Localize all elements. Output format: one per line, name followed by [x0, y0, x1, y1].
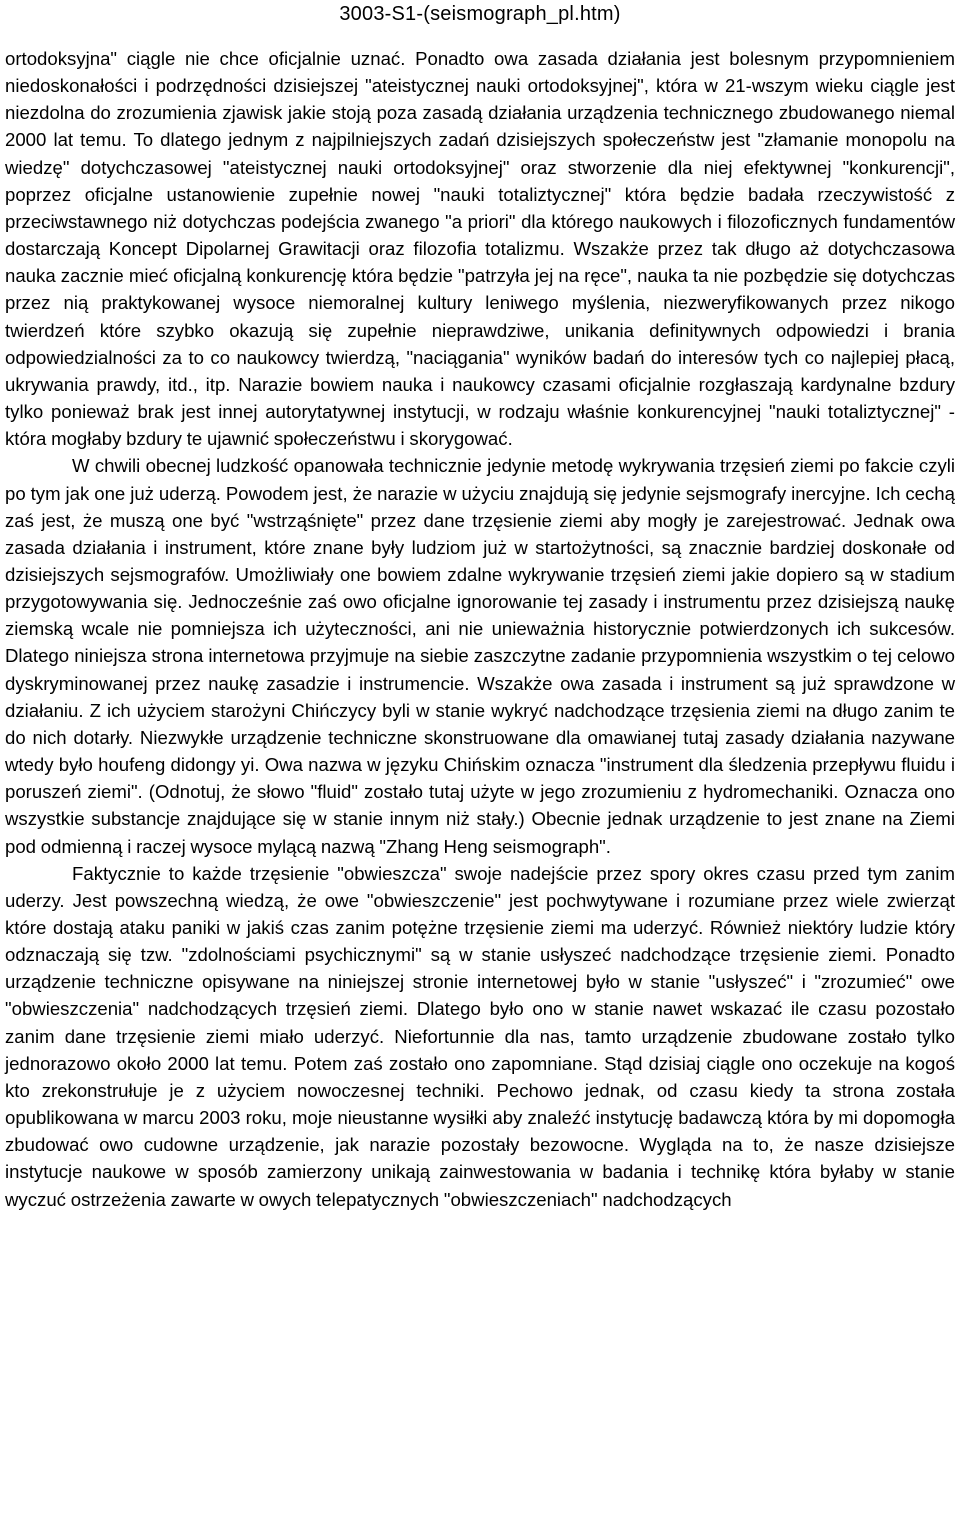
paragraph-earthquake-announcement: Faktycznie to każde trzęsienie "obwieszcza" swoje nadejście przez spory okres czasu przed tym zanim uderzy. Jest powszechną wiedzą, że owe "obwieszczenie" jest pochwytywane i rozumiane przez wiele zwierząt które dostają ataku paniki w jakiś czas zanim potężne trzęsienie ziemi ma uderzyć. Również niektóry ludzie który odznaczają się tzw. "zdolnościami psychicznymi" są w stanie usłyszeć nadchodzące trzęsienie ziemi. Ponadto urządzenie techniczne opisywane na niniejszej stronie internetowej było w stanie "usłyszeć" i "zrozumieć" owe "obwieszczenia" nadchodzących trzęsień ziemi. Dlatego było ono w stanie nawet wskazać ile czasu pozostało zanim dane trzęsienie ziemi miało uderzyć. Niefortunnie dla nas, tamto urządzenie zbudowane zostało tylko jednorazowo około 2000 lat temu. Potem zaś zostało ono zapomniane. Stąd dzisiaj ciągle ono oczekuje na kogoś kto zrekonstrułuje je z użyciem nowoczesnej techniki. Pechowo jednak, od czasu kiedy ta strona została opublikowana w marcu 2003 roku, moje nieustanne wysiłki aby znaleźć instytucję badawczą która by mi dopomogła zbudować owo cudowne urządzenie, jak narazie pozostały bezowocne. Wygląda na to, że nasze dzisiejsze instytucje naukowe w sposób zamierzony unikają zainwestowania w badania i technikę która byłaby w stanie wyczuć ostrzeżenia zawarte w owych telepatycznych "obwieszczeniach" nadchodzących [5, 862, 955, 1210]
document-body [5, 45, 955, 1213]
paragraph-continuation: ortodoksyjna" ciągle nie chce oficjalnie uznać. Ponadto owa zasada działania jest bolesnym przypomnieniem niedoskonałości i podrzędności dzisiejszej "ateistycznej nauki ortodoksyjnej", która w 21-wszym wieku ciągle jest niezdolna do zrozumienia zjawisk jakie stoją poza zasadą działania urządzenia technicznego zbudowanego niemal 2000 lat temu. To dlatego jednym z najpilniejszych zadań dzisiejszych społeczeństw jest "złamanie monopolu na wiedzę" dotychczasowej "ateistycznej nauki ortodoksyjnej" oraz stworzenie dla niej efektywnej "konkurencji", poprzez oficjalne ustanowienie zupełnie nowej "nauki totaliztycznej" która będzie badała rzeczywistość z przeciwstawnego niż dotychczas podejścia zwanego "a priori" dla którego naukowych i filozoficznych fundamentów dostarczają Koncept Dipolarnej Grawitacji oraz filozofia totalizmu. Wszakże przez tak długo aż dotychczasowa nauka zacznie mieć oficjalną konkurencję która będzie "patrzyła jej na ręce", nauka ta nie pozbędzie się dotychczas przez nią praktykowanej wysoce niemoralnej kultury leniwego myślenia, niezweryfikowanych przez nikogo twierdzeń które szybko okazują się zupełnie nieprawdziwe, unikania definitywnych odpowiedzi i brania odpowiedzialności za to co naukowcy twierdzą, "naciągania" wyników badań do interesów tych co najlepiej płacą, ukrywania prawdy, itd., itp. Narazie bowiem nauka i naukowcy czasami oficjalnie rozgłaszają kardynalne bzdury tylko ponieważ brak jest innej autorytatywnej instytucji, w rodzaju właśnie konkurencyjnej "nauki totaliztycznej" - która mogłaby bzdury te ujawnić społeczeństwu i skorygować. [5, 48, 955, 450]
page-header-title: 3003-S1-(seismograph_pl.htm) [339, 3, 621, 25]
paragraph-seismographs: W chwili obecnej ludzkość opanowała technicznie jedynie metodę wykrywania trzęsień ziemi po fakcie czyli po tym jak one już uderzą. Powodem jest, że narazie w użyciu znajdują się jedynie sejsmografy inercyjne. Ich cechą zaś jest, że muszą one być "wstrząśnięte" przez dane trzęsienie ziemi aby mogły je zarejestrować. Jednak owa zasada działania i instrument, które znane były ludziom już w startożytności, są znacznie bardziej doskonałe od dzisiejszych sejsmografów. Umożliwiały one bowiem zdalne wykrywanie trzęsień ziemi jakie dopiero są w stadium przygotowywania się. Jednocześnie zaś owo oficjalne ignorowanie tej zasady i instrumentu przez dzisiejszą naukę ziemską wcale nie pomniejsza ich użyteczności, ani nie unieważnia historycznie potwierdzonych ich sukcesów. Dlatego niniejsza strona internetowa przyjmuje na siebie zaszczytne zadanie przypomnienia wszystkim o tej celowo dyskryminowanej przez naukę zasadzie i instrumencie. Wszakże owa zasada i instrument są już sprawdzone w działaniu. Z ich użyciem starożyni Chińczycy byli w stanie wykryć nadchodzące trzęsienia ziemi na długo zanim te do nich dotarły. Niezwykłe urządzenie techniczne skonstruowane dla omawianej tutaj zasady działania nazywane wtedy było houfeng didongy yi. Owa nazwa w języku Chińskim oznacza "instrument dla śledzenia przepływu fluidu i poruszeń ziemi". (Odnotuj, że słowo "fluid" zostało tutaj użyte w jego zrozumieniu z hydromechaniki. Oznacza ono wszystkie substancje znajdujące się w stanie innym niż stały.) Obecnie jednak urządzenie to jest znane na Ziemi pod odmienną i raczej wysoce mylącą nazwą "Zhang Heng seismograph". [5, 455, 955, 857]
